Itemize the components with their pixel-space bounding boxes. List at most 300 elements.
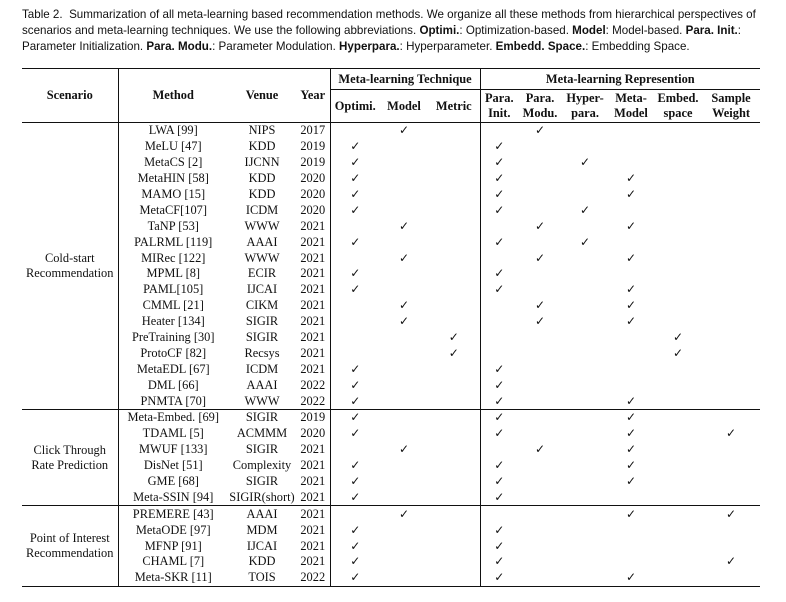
venue-cell: Complexity [232,458,292,473]
check-cell [428,155,480,171]
check-cell [480,282,518,298]
check-cell [518,266,562,282]
check-cell [518,202,562,218]
check-mark-icon: ✓ [494,139,505,154]
check-mark-icon: ✓ [398,506,410,521]
check-cell [428,442,480,458]
venue-cell: IJCAI [246,538,278,553]
table-row [22,361,760,377]
method-cell: MeLU [47] [144,139,202,154]
check-cell [654,139,702,155]
check-cell [480,489,518,505]
check-mark-icon: ✓ [448,330,459,345]
year-cell: 2021 [296,522,330,538]
year-cell: 2021 [296,458,330,474]
check-cell [562,218,608,234]
method-cell: ProtoCF [82] [140,345,207,360]
header-col-line: Meta- [615,91,647,105]
check-cell [608,458,654,474]
check-cell [608,139,654,155]
check-cell [702,506,760,522]
method-cell: LWA [99] [118,123,228,139]
check-cell [330,426,380,442]
check-cell [518,314,562,330]
check-cell [608,361,654,377]
check-cell [562,139,608,155]
check-cell [518,218,562,234]
check-cell [702,250,760,266]
check-cell [480,426,518,442]
caption-abbr: Optimi. [419,24,460,37]
check-cell [562,187,608,203]
check-cell [330,187,380,203]
venue-cell: KDD [248,139,276,154]
check-mark-icon: ✓ [398,123,410,138]
table-caption [22,7,774,55]
check-cell [480,234,518,250]
check-mark-icon: ✓ [350,522,361,537]
check-cell [518,489,562,505]
check-cell [428,345,480,361]
check-mark-icon: ✓ [350,554,361,569]
check-cell [428,139,480,155]
scenario-cell [22,123,118,410]
scenario-line: Click Through [33,442,106,457]
check-mark-icon: ✓ [625,458,637,473]
header-row-1 [22,69,760,90]
check-cell [562,361,608,377]
check-cell [654,522,702,538]
check-cell [428,474,480,490]
check-mark-icon: ✓ [625,187,637,201]
check-cell [330,377,380,393]
check-cell [428,393,480,409]
check-cell [702,538,760,554]
header-representation-col [518,90,562,123]
method-cell: CHAML [7] [142,554,205,569]
header-col-line: para. [571,106,599,120]
check-cell [330,410,380,426]
check-cell [428,489,480,505]
check-cell [702,314,760,330]
check-cell [608,506,654,522]
method-cell: GME [68] [147,474,199,489]
check-cell [380,522,428,538]
check-cell [608,218,654,234]
venue-cell: WWW [244,393,280,408]
header-col-line: Weight [712,106,750,120]
header-year: Year [296,69,330,123]
check-cell [518,410,562,426]
check-cell [480,522,518,538]
check-cell [330,123,380,139]
venue-cell: KDD [248,554,276,569]
check-cell [428,218,480,234]
check-mark-icon: ✓ [579,155,591,170]
caption-abbr-meaning: : Optimization-based. [459,24,573,37]
table-row [22,410,760,426]
check-mark-icon: ✓ [494,458,505,473]
check-mark-icon: ✓ [494,426,505,441]
check-mark-icon: ✓ [625,426,637,441]
check-mark-icon: ✓ [350,570,361,585]
caption-abbr: Model [572,24,606,37]
scenario-line: Cold-start [44,251,95,266]
check-cell [654,218,702,234]
check-cell [518,554,562,570]
check-cell [702,187,760,203]
year-cell: 2021 [296,554,330,570]
check-cell [562,202,608,218]
check-cell [380,282,428,298]
check-mark-icon: ✓ [625,171,637,186]
check-mark-icon: ✓ [494,489,505,504]
check-cell [380,474,428,490]
check-mark-icon: ✓ [534,298,546,313]
check-cell [654,426,702,442]
check-cell [702,171,760,187]
check-cell [428,377,480,393]
check-cell [480,155,518,171]
check-cell [480,410,518,426]
check-cell [330,554,380,570]
method-cell: Meta-SKR [11] [118,570,228,586]
check-cell [702,218,760,234]
check-cell [480,554,518,570]
check-mark-icon: ✓ [494,155,505,170]
check-cell [330,538,380,554]
table-row [22,171,760,187]
check-cell [518,139,562,155]
check-cell [702,330,760,346]
check-cell [330,314,380,330]
check-cell [428,554,480,570]
check-cell [380,234,428,250]
check-cell [608,570,654,586]
year-cell: 2017 [296,123,330,139]
check-mark-icon: ✓ [494,234,505,249]
check-cell [608,554,654,570]
check-cell [562,123,608,139]
check-mark-icon: ✓ [625,250,637,265]
check-cell [654,234,702,250]
check-mark-icon: ✓ [625,442,637,457]
check-mark-icon: ✓ [350,266,361,281]
check-cell [702,522,760,538]
check-mark-icon: ✓ [350,187,361,201]
check-mark-icon: ✓ [350,538,361,553]
check-cell [608,489,654,505]
check-cell [330,522,380,538]
check-cell [518,250,562,266]
check-cell [562,282,608,298]
header-venue: Venue [228,69,296,123]
check-mark-icon: ✓ [494,187,505,201]
check-cell [428,410,480,426]
check-mark-icon: ✓ [625,218,637,233]
year-cell: 2021 [296,538,330,554]
year-cell: 2021 [296,361,330,377]
check-mark-icon: ✓ [494,538,505,553]
check-cell [380,410,428,426]
venue-cell: SIGIR [228,410,296,426]
year-cell: 2021 [296,266,330,282]
venue-cell: SIGIR [245,474,279,489]
venue-cell: ICDM [245,361,279,376]
year-cell: 2020 [296,187,330,203]
check-cell [654,250,702,266]
check-cell [480,139,518,155]
check-cell [654,155,702,171]
year-cell: 2021 [296,330,330,346]
method-cell: TDAML [5] [142,426,204,441]
table-row [22,139,760,155]
check-cell [380,361,428,377]
check-cell [702,442,760,458]
check-cell [330,155,380,171]
check-mark-icon: ✓ [625,570,637,585]
table-row [22,202,760,218]
table-row [22,538,760,554]
check-cell [518,458,562,474]
check-mark-icon: ✓ [494,377,505,392]
check-mark-icon: ✓ [579,202,591,217]
table-row [22,234,760,250]
table-row [22,393,760,409]
table-row [22,522,760,538]
table-row [22,155,760,171]
table-row [22,314,760,330]
check-mark-icon: ✓ [398,218,410,233]
check-cell [380,298,428,314]
check-mark-icon: ✓ [398,314,410,329]
table-row [22,266,760,282]
check-mark-icon: ✓ [494,266,505,281]
check-cell [480,330,518,346]
check-cell [330,393,380,409]
check-cell [562,345,608,361]
check-cell [562,522,608,538]
check-cell [518,187,562,203]
check-cell [428,426,480,442]
check-mark-icon: ✓ [625,393,637,408]
check-cell [608,377,654,393]
check-cell [380,345,428,361]
check-mark-icon: ✓ [350,377,361,392]
check-mark-icon: ✓ [350,155,361,170]
check-cell [702,202,760,218]
check-cell [702,474,760,490]
method-cell: MPML [8] [146,266,201,281]
check-cell [608,410,654,426]
check-cell [330,442,380,458]
check-mark-icon: ✓ [672,345,684,360]
header-col-line: Hyper- [566,91,604,105]
check-mark-icon: ✓ [726,426,737,441]
check-cell [702,123,760,139]
method-cell: MIRec [122] [141,250,206,265]
check-cell [608,522,654,538]
check-cell [330,266,380,282]
check-mark-icon: ✓ [726,554,737,569]
check-cell [330,361,380,377]
check-cell [654,314,702,330]
year-cell: 2021 [296,314,330,330]
method-cell: Meta-SSIN [94] [133,489,214,504]
scenario-line: Rate Prediction [31,457,109,472]
check-cell [480,474,518,490]
check-cell [518,361,562,377]
header-col-line: Init. [488,106,511,120]
venue-cell: KDD [248,171,276,186]
header-technique-col: Model [387,98,421,113]
check-cell [428,250,480,266]
check-cell [702,139,760,155]
check-cell [608,426,654,442]
method-cell: MAMO [15] [141,187,206,201]
year-cell: 2021 [296,489,330,505]
caption-abbr-meaning: : Model-based. [605,24,686,37]
check-mark-icon: ✓ [579,234,591,249]
check-cell [654,298,702,314]
check-cell [380,570,428,586]
method-cell: Meta-Embed. [69] [118,410,228,426]
check-cell [380,202,428,218]
check-mark-icon: ✓ [350,171,361,186]
check-cell [702,489,760,505]
check-cell [562,393,608,409]
check-cell [562,330,608,346]
caption-abbr: Para. Modu. [146,40,213,53]
check-cell [654,187,702,203]
check-mark-icon: ✓ [350,139,361,154]
check-cell [518,474,562,490]
venue-cell: Recsys [244,345,280,360]
check-cell [654,345,702,361]
check-cell [608,234,654,250]
table-row [22,426,760,442]
check-cell [330,171,380,187]
check-cell [562,171,608,187]
check-cell [562,410,608,426]
scenario-cell [22,506,118,586]
check-cell [608,282,654,298]
venue-cell: CIKM [245,298,279,313]
venue-cell: WWW [244,218,280,233]
check-cell [562,506,608,522]
check-cell [480,345,518,361]
check-cell [330,458,380,474]
check-cell [608,330,654,346]
check-cell [518,538,562,554]
header-technique-group: Meta-learning Technique [330,69,480,90]
check-cell [518,282,562,298]
check-cell [380,171,428,187]
check-mark-icon: ✓ [350,393,361,408]
check-cell [428,298,480,314]
check-cell [518,330,562,346]
check-cell [518,426,562,442]
check-cell [428,234,480,250]
check-cell [654,538,702,554]
check-cell [608,123,654,139]
check-cell [608,314,654,330]
check-cell [702,426,760,442]
check-mark-icon: ✓ [350,458,361,473]
check-cell [380,218,428,234]
check-mark-icon: ✓ [350,361,361,376]
method-cell: CMML [21] [142,298,204,313]
table-row [22,345,760,361]
check-cell [518,570,562,586]
year-cell: 2019 [296,155,330,171]
check-cell [380,538,428,554]
method-cell: Heater [134] [141,314,205,329]
check-cell [330,506,380,522]
check-cell [480,250,518,266]
check-mark-icon: ✓ [494,522,505,537]
venue-cell: SIGIR [245,314,279,329]
check-cell [380,123,428,139]
check-cell [654,361,702,377]
caption-abbr: Para. Init. [685,24,738,37]
check-cell [518,377,562,393]
table-row [22,123,760,139]
table-row [22,377,760,393]
check-cell [608,442,654,458]
venue-cell: ACMMM [236,426,288,441]
year-cell: 2022 [296,393,330,409]
header-col-line: Model [614,106,648,120]
check-cell [480,361,518,377]
method-cell: DisNet [51] [143,458,203,473]
year-cell: 2021 [296,474,330,490]
method-cell: MetaCS [2] [144,155,203,170]
check-mark-icon: ✓ [350,410,361,425]
check-mark-icon: ✓ [448,345,459,360]
check-cell [518,522,562,538]
table-row [22,554,760,570]
check-cell [480,298,518,314]
venue-cell: AAAI [228,506,296,522]
check-cell [518,155,562,171]
caption-text: Summarization of all meta-learning based recommendation methods. We organize all these methods from hierarchical perspectives of scenarios and meta-learning techniques. We use the following abbreviations. [22,8,756,37]
check-cell [330,570,380,586]
check-cell [562,538,608,554]
year-cell: 2021 [296,234,330,250]
check-cell [380,426,428,442]
check-cell [608,187,654,203]
scenario-line: Point of Interest [29,531,110,546]
venue-cell: WWW [244,250,280,265]
header-technique-col: Metric [428,90,480,123]
scenario-line: Recommendation [26,546,114,561]
venue-cell: SIGIR [245,442,279,457]
check-mark-icon: ✓ [726,506,737,521]
check-cell [608,171,654,187]
check-cell [380,377,428,393]
check-cell [608,538,654,554]
check-cell [330,218,380,234]
check-cell [330,330,380,346]
check-cell [702,345,760,361]
check-cell [330,282,380,298]
venue-cell: IJCAI [246,282,278,297]
check-cell [654,202,702,218]
check-cell [380,250,428,266]
check-cell [608,266,654,282]
method-cell: PNMTA [70] [140,393,206,408]
